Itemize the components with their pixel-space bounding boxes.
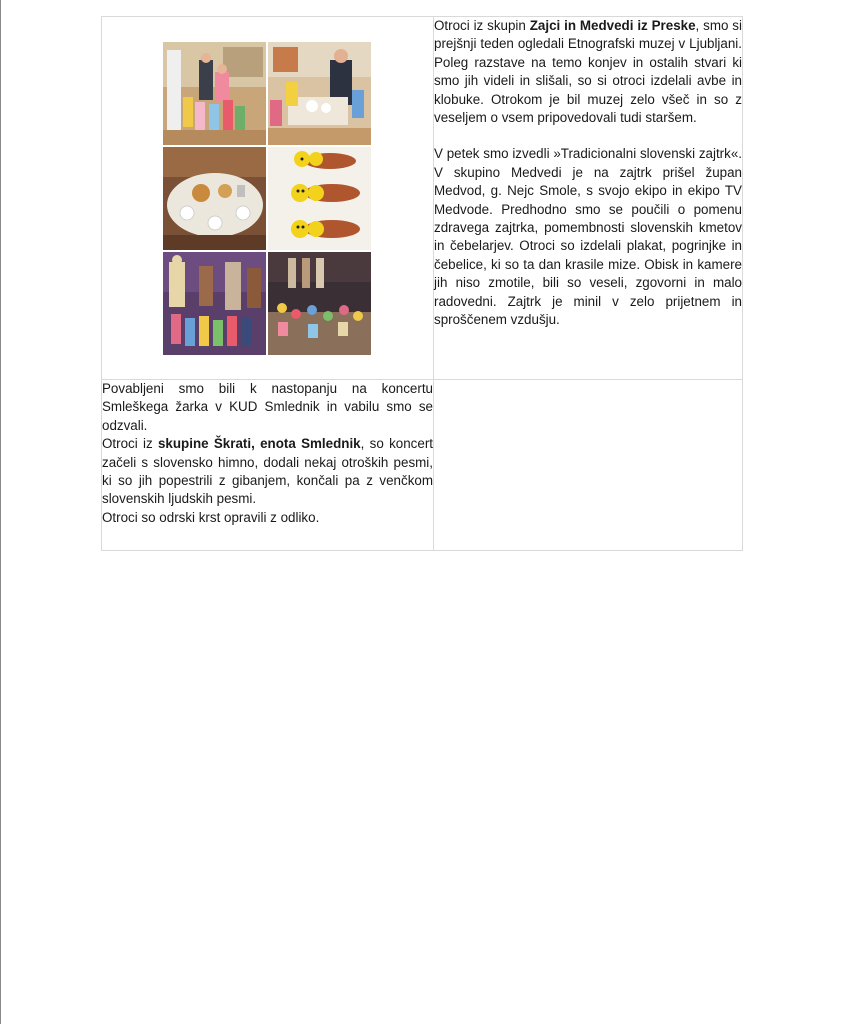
group-names-bold: skupine Škrati, enota Smlednik	[157, 436, 361, 452]
breakfast-paragraph: V petek smo izvedli »Tradicionalni slovenski zajtrk«. V skupino Medvedi je na zajtrk prišel župan Medvod, g. Nejc Smole, s svojo ekipo in ekipo TV Medvode. Predhodno smo se poučili o pomenu zdravega zajtrka, pomembnosti slovenskih kmetov in čebelarjev. Otroci so izdelali plakat, pogrinjke in čebelice, ki so ta dan krasile mize. Obisk in kamere jih niso zmotile, bili so veseli, zgovorni in malo radovedni. Zajtrk je minil v zelo prijetnem in sproščenem vzdušju.	[434, 146, 742, 328]
photo-cell	[102, 17, 434, 380]
photo-museum-costumes	[163, 252, 266, 355]
table-row	[102, 17, 743, 380]
concert-text	[102, 380, 434, 551]
photo-mayor-with-children	[268, 42, 371, 145]
concert-details-paragraph	[102, 435, 433, 509]
photo-concert-stage	[268, 252, 371, 355]
table-row	[102, 380, 743, 551]
photo-collage	[163, 42, 371, 355]
text-run: , smo si prejšnji teden ogledali Etnografski muzej v Ljubljani. Poleg razstave na temo konjev in ostalih stvari ki smo jih videli in slišali, so si otroci izdelali avbe in klobuke. Otrokom je bil muzej zelo všeč in so z veseljem o vsem pripovedovali tudi staršem.	[434, 18, 742, 126]
content-table	[101, 16, 743, 551]
museum-paragraph	[434, 17, 742, 127]
museum-breakfast-text	[434, 17, 743, 380]
text-run: Otroci iz	[102, 436, 158, 452]
concert-closing-paragraph: Otroci so odrski krst opravili z odliko.	[102, 509, 320, 525]
empty-cell	[434, 380, 743, 551]
group-names-bold: Zajci in Medvedi iz Preske	[529, 18, 696, 33]
photo-breakfast-table	[163, 147, 266, 250]
photo-paper-bees	[268, 147, 371, 250]
text-run: , so koncert začeli s slovensko himno, dodali nekaj otroških pesmi, ki so jih popestrili z gibanjem, končali pa z venčkom slovenskih ljudskih pesmi.	[102, 436, 433, 507]
photo-classroom-visit	[163, 42, 266, 145]
page-left-edge	[0, 0, 1, 1024]
concert-intro-paragraph: Povabljeni smo bili k nastopanju na koncertu Smleškega žarka v KUD Smlednik in vabilu smo se odzvali.	[102, 381, 433, 433]
text-run: Otroci iz skupin	[434, 18, 530, 33]
